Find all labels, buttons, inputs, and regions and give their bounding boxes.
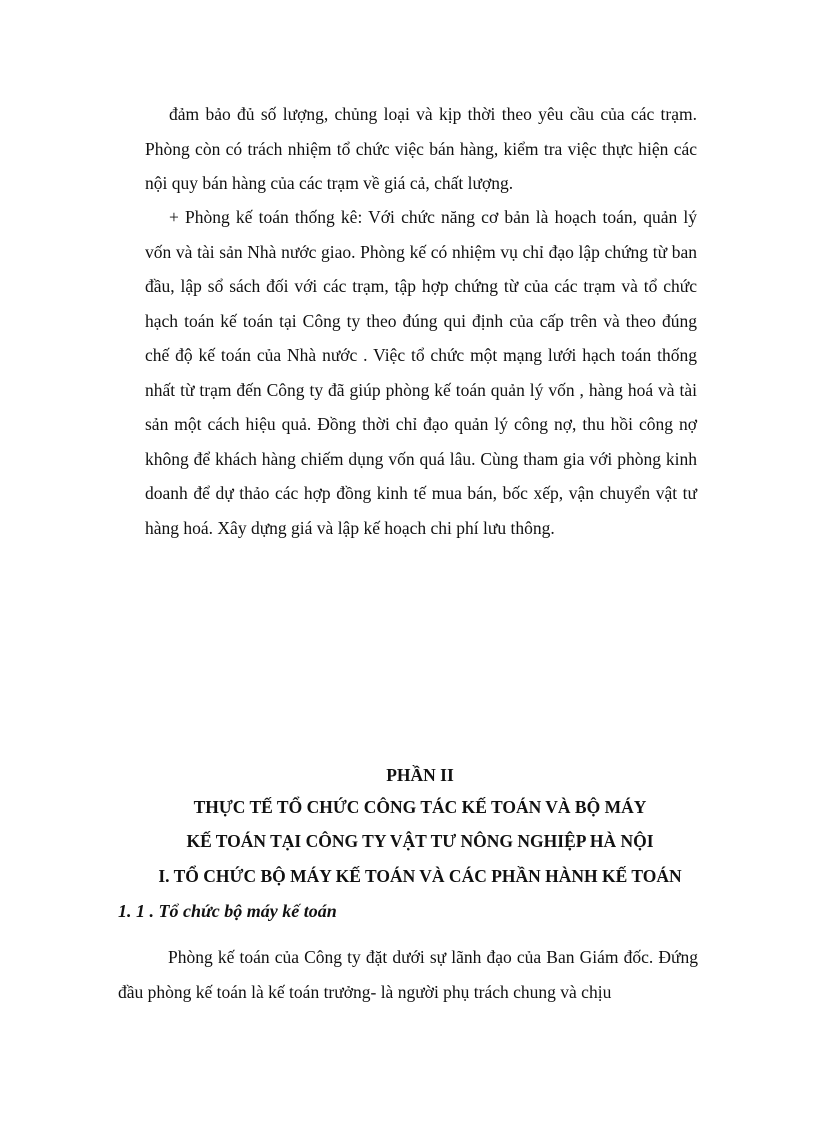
part-title-line-2: KẾ TOÁN TẠI CÔNG TY VẬT TƯ NÔNG NGHIỆP HÀ NỘI [186,831,654,851]
section-heading: I. TỔ CHỨC BỘ MÁY KẾ TOÁN VÀ CÁC PHẦN HÀNH KẾ TOÁN [158,866,682,886]
subsection-heading: 1. 1 . Tổ chức bộ máy kế toán [118,901,337,921]
part-label: PHẦN II [386,765,454,785]
section-paragraph: Phòng kế toán của Công ty đặt dưới sự lãnh đạo của Ban Giám đốc. Đứng đầu phòng kế toán là kế toán trưởng- là người phụ trách chung và chịu [118,947,698,1002]
part-title-line-1: THỰC TẾ TỔ CHỨC CÔNG TÁC KẾ TOÁN VÀ BỘ MÁY [193,797,647,817]
body-paragraph-2: + Phòng kế toán thống kê: Với chức năng cơ bản là hoạch toán, quản lý vốn và tài sản Nhà nước giao. Phòng kế có nhiệm vụ chỉ đạo lập chứng từ ban đầu, lập sổ sách đối với các trạm, tập hợp chứng từ của các trạm và tổ chức hạch toán kế toán tại Công ty theo đúng qui định của cấp trên và theo đúng chế độ kế toán của Nhà nước . Việc tổ chức một mạng lưới hạch toán thống nhất từ trạm đến Công ty đã giúp phòng kế toán quản lý vốn , hàng hoá và tài sản một cách hiệu quả. Đồng thời chỉ đạo quản lý công nợ, thu hồi công nợ không để khách hàng chiếm dụng vốn quá lâu. Cùng tham gia với phòng kinh doanh để dự thảo các hợp đồng kinh tế mua bán, bốc xếp, vận chuyển vật tư hàng hoá. Xây dựng giá và lập kế hoạch chi phí lưu thông. [145,207,697,538]
body-paragraph-1: đảm bảo đủ số lượng, chủng loại và kịp thời theo yêu cầu của các trạm. Phòng còn có trách nhiệm tổ chức việc bán hàng, kiểm tra việc thực hiện các nội quy bán hàng của các trạm về giá cả, chất lượng. [145,104,697,193]
